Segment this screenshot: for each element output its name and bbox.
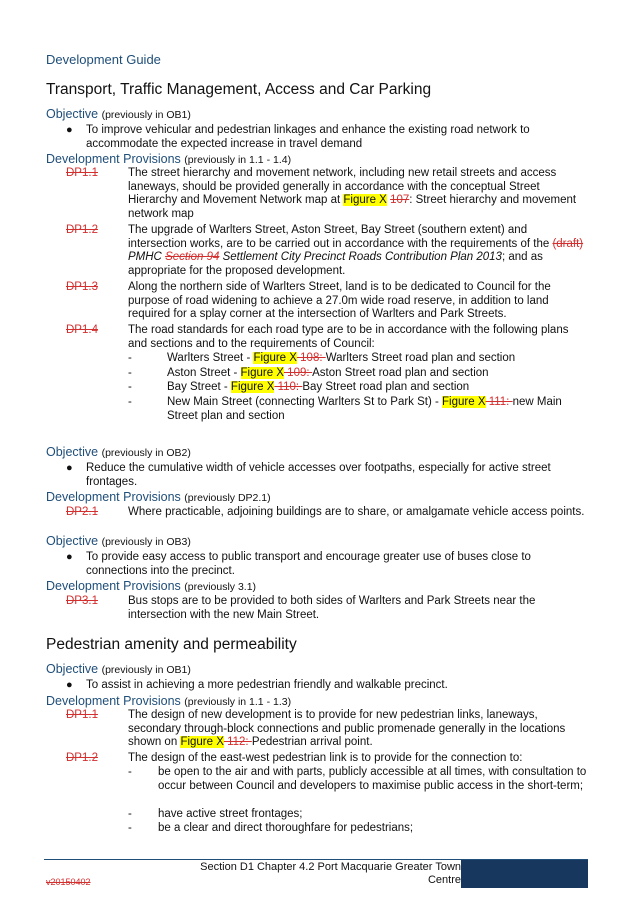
footer-color-block bbox=[461, 860, 588, 888]
section-title-pedestrian: Pedestrian amenity and permeability bbox=[46, 636, 297, 653]
footer-title: Section D1 Chapter 4.2 Port Macquarie Greater Town Centre bbox=[200, 861, 461, 886]
provision-code: DP1.2 bbox=[66, 224, 98, 236]
document-page: Development Guide Transport, Traffic Management, Access and Car Parking Objective (previously in OB1) ● To improve vehicular and pedestrian linkages and enhance the existing road network to accommodate the expected increase in travel demand Development Provisions (previously in 1.1 - 1.4) DP1.1 The street hierarchy and movement network, including new retail streets and access laneways, should be provided generally in accordance with the conceptual Street Hierarchy and Movement Network map at Figure X 107: Street hierarchy and movement network map DP1.2 The upgrade of Warlters Street, Aston Street, Bay Street (southern extent) and intersection works, are to be carried out in accordance with the requirements of the (draft) PMHC Section 94 Settlement City Precinct Roads Contribution Plan 2013; and as appropriate for the proposed development. DP1.3 Along the northern side of Warlters Street, land is to be dedicated to Council for the purpose of road widening to achieve a 27.0m wide road reserve, in addition to land required for a splay corner at the intersection of Warlters and Park Streets. DP1.4 The road standards for each road type are to be in accordance with the following plans and sections and to the requirements of Council: - Warlters Street - Figure X 108: Warlters Street road plan and section - Aston Street - Figure X 109: Aston Street road plan and section - Bay Street - Figure X 110: Bay Street road plan and section - New Main Street (connecting Warlters St to Park St) - Figure X 111: new Main Street plan and section Objective (previously in OB2) ● Reduce the cumulative width of vehicle accesses over footpaths, especially for active street frontages. Development Provisions (previously DP2.1) DP2.1 Where practicable, adjoining buildings are to share, or amalgamate vehicle access points. Objective (previously in OB3) ● To provide easy access to public transport and encourage greater use of buses close to connections into the precinct. Development Provisions (previously 3.1) DP3.1 Bus stops are to be provided to both sides of Warlters and Park Streets near the intersection with the new Main Street. Pedestrian amenity and permeability Objective (previously in OB1) ● To assist in achieving a more pedestrian friendly and walkable precinct. Development Provisions (previously in 1.1 - 1.3) DP1.1 The design of new development is to provide for new pedestrian links, laneways, secondary through-block connections and public promenade generally in the locations shown on Figure X 112: Pedestrian arrival point. DP1.2 The design of the east-west pedestrian link is to provide for the connection to: - be open to the air and with parts, publicly accessible at all times, with consultation to occur between Council and developers to maximise public access in the short-term; - have active street frontages; - be a clear and direct thoroughfare for pedestrians; Section D1 Chapter 4.2 Port Macquarie Greater Town Centre v20150402 bbox=[46, 52, 587, 887]
provision-code: DP1.4 bbox=[66, 324, 98, 336]
figure-ref-highlight: Figure X bbox=[253, 352, 297, 364]
provision-text: Along the northern side of Warlters Street, land is to be dedicated to Council for the purpose of road widening to achieve a 27.0m wide road reserve, in addition to land required for a splay corner at the intersection of Warlters and Park Streets. bbox=[128, 281, 551, 320]
provision-code: DP1.1 bbox=[66, 709, 98, 721]
provision-text: The street hierarchy and movement network, including new retail streets and access laneways, should be provided generally in accordance with the conceptual Street Hierarchy and Movement Network map at Figure X 107: Street hierarchy and movement network map bbox=[128, 167, 577, 220]
bullet-icon: ● bbox=[66, 679, 73, 691]
provision-code: DP1.1 bbox=[66, 167, 98, 179]
objective-note: (previously in OB1) bbox=[101, 109, 191, 121]
provision-code: DP1.2 bbox=[66, 752, 98, 764]
bullet-icon: ● bbox=[66, 462, 73, 474]
provision-text: Bus stops are to be provided to both sides of Warlters and Park Streets near the intersection with the new Main Street. bbox=[128, 595, 536, 621]
bullet-icon: ● bbox=[66, 124, 73, 136]
objective-heading: Objective (previously in OB1) bbox=[46, 662, 191, 676]
provisions-heading: Development Provisions (previously DP2.1) bbox=[46, 490, 271, 504]
bullet-icon: ● bbox=[66, 551, 73, 563]
figure-ref-highlight: Figure X bbox=[442, 396, 486, 408]
footer-version: v20150402 bbox=[46, 877, 91, 887]
objective-heading bbox=[46, 107, 191, 123]
objective-heading: Objective (previously in OB3) bbox=[46, 534, 191, 548]
provisions-heading: Development Provisions (previously 3.1) bbox=[46, 579, 257, 593]
objective-label: Objective bbox=[46, 107, 99, 121]
provision-text: Where practicable, adjoining buildings are to share, or amalgamate vehicle access points. bbox=[128, 506, 585, 518]
figure-ref-highlight: Figure X bbox=[343, 194, 387, 206]
provision-code: DP2.1 bbox=[66, 506, 98, 518]
running-header: Development Guide bbox=[46, 52, 161, 67]
section-title-transport: Transport, Traffic Management, Access and Car Parking bbox=[46, 81, 432, 98]
provision-text: The design of new development is to provide for new pedestrian links, laneways, secondary through-block connections and public promenade generally in the locations shown on Figure X 112: Pedestrian arrival point. bbox=[128, 709, 566, 748]
figure-ref-highlight: Figure X bbox=[230, 381, 275, 393]
provision-text: The design of the east-west pedestrian link is to provide for the connection to: bbox=[128, 752, 523, 764]
provisions-heading: Development Provisions (previously in 1.1 - 1.4) bbox=[46, 152, 292, 166]
figure-ref-highlight: Figure X bbox=[240, 367, 284, 379]
provision-text: The upgrade of Warlters Street, Aston Street, Bay Street (southern extent) and intersection works, are to be carried out in accordance with the requirements of the (draft) PMHC Section 94 Settlement City Precinct Roads Contribution Plan 2013; and as appropriate for the proposed development. bbox=[128, 224, 584, 277]
provision-code: DP3.1 bbox=[66, 595, 98, 607]
objective-heading: Objective (previously in OB2) bbox=[46, 445, 191, 459]
provision-text: The road standards for each road type are to be in accordance with the following plans and sections and to the requirements of Council: bbox=[128, 324, 569, 350]
provision-code: DP1.3 bbox=[66, 281, 98, 293]
figure-ref-highlight: Figure X bbox=[180, 736, 224, 748]
provisions-heading: Development Provisions (previously in 1.1 - 1.3) bbox=[46, 694, 292, 708]
